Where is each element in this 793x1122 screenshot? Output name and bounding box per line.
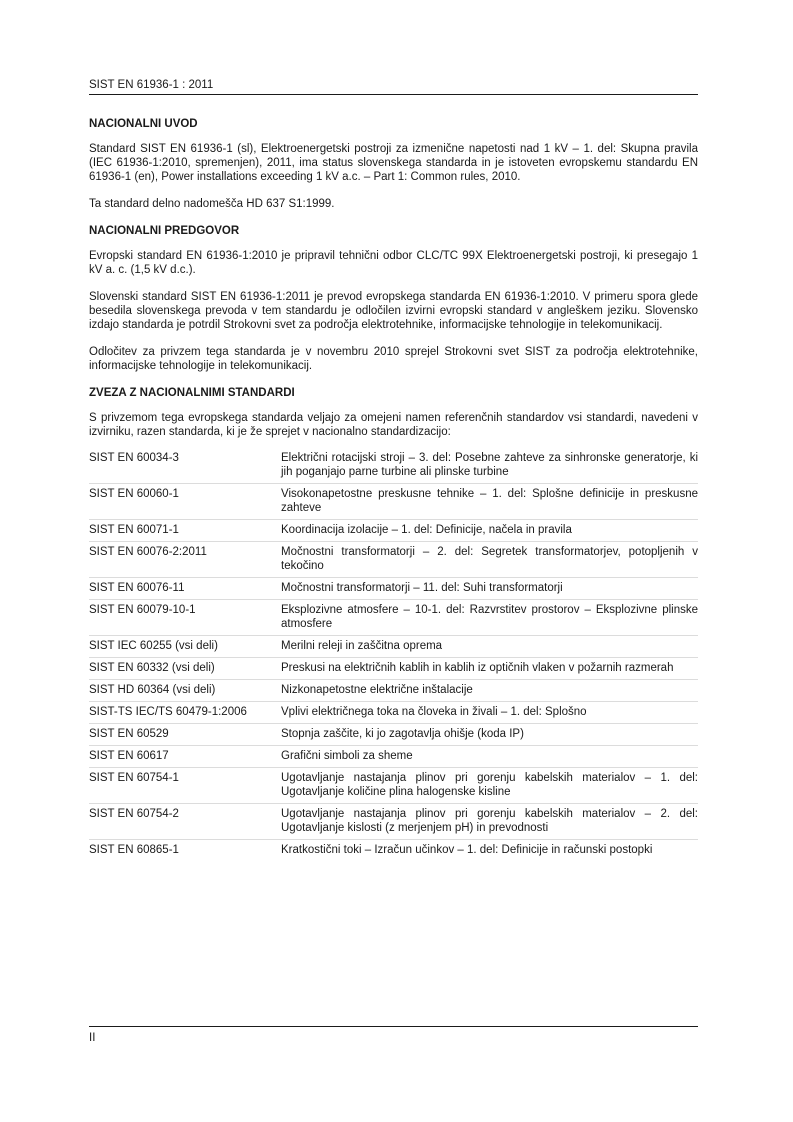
reference-code: SIST EN 60071-1	[89, 524, 179, 536]
paragraph: Odločitev za privzem tega standarda je v novembru 2010 sprejel Strokovni svet SIST za področja elektrotehnike, informacijske tehnologije in telekomunikacij.	[89, 346, 698, 372]
reference-code: SIST EN 60332 (vsi deli)	[89, 662, 215, 674]
reference-row	[89, 484, 698, 520]
document-body	[89, 108, 698, 861]
reference-title: Stopnja zaščite, ki jo zagotavlja ohišje (koda IP)	[281, 728, 524, 740]
reference-code: SIST EN 60076-2:2011	[89, 546, 207, 558]
reference-code: SIST EN 60754-1	[89, 772, 179, 784]
reference-row	[89, 724, 698, 746]
reference-row	[89, 448, 698, 484]
paragraph: Evropski standard EN 61936-1:2010 je pripravil tehnični odbor CLC/TC 99X Elektroenergetski postroji, ki presegajo 1 kV a. c. (1,5 kV d.c.).	[89, 250, 698, 276]
reference-row	[89, 520, 698, 542]
reference-standards-table	[89, 448, 698, 861]
reference-code: SIST EN 60060-1	[89, 488, 179, 500]
header-divider	[89, 94, 698, 95]
reference-code: SIST HD 60364 (vsi deli)	[89, 684, 216, 696]
reference-title: Preskusi na električnih kablih in kablih iz optičnih vlaken v požarnih razmerah	[281, 662, 674, 674]
reference-title: Grafični simboli za sheme	[281, 750, 413, 762]
reference-row	[89, 702, 698, 724]
reference-code: SIST IEC 60255 (vsi deli)	[89, 640, 218, 652]
reference-row	[89, 542, 698, 578]
reference-title: Koordinacija izolacije – 1. del: Definicije, načela in pravila	[281, 524, 572, 536]
reference-code: SIST EN 60076-11	[89, 582, 185, 594]
section-title-nacionalni-uvod: NACIONALNI UVOD	[89, 118, 198, 130]
reference-title: Električni rotacijski stroji – 3. del: Posebne zahteve za sinhronske generatorje, ki jih poganjajo parne turbine ali plinske turbine	[281, 452, 698, 478]
reference-row	[89, 636, 698, 658]
reference-row	[89, 840, 698, 861]
paragraph: Standard SIST EN 61936-1 (sl), Elektroenergetski postroji za izmenične napetosti nad 1 kV – 1. del: Skupna pravila (IEC 61936-1:2010, spremenjen), 2011, ima status slovenskega standarda in je istoveten evropskemu standardu EN 61936-1 (en), Power installations exceeding 1 kV a.c. – Part 1: Common rules, 2010.	[89, 143, 698, 183]
reference-title: Visokonapetostne preskusne tehnike – 1. del: Splošne definicije in preskusne zahteve	[281, 488, 698, 514]
paragraph: Ta standard delno nadomešča HD 637 S1:1999.	[89, 198, 335, 210]
paragraph: S privzemom tega evropskega standarda veljajo za omejeni namen referenčnih standardov vsi standardi, navedeni v izvirniku, razen standarda, ki je že sprejet v nacionalno standardizacijo:	[89, 412, 698, 438]
section-title-nacionalni-predgovor: NACIONALNI PREDGOVOR	[89, 225, 240, 237]
section-title-zveza: ZVEZA Z NACIONALNIMI STANDARDI	[89, 387, 295, 399]
reference-title: Merilni releji in zaščitna oprema	[281, 640, 443, 652]
page-header-standard-id: SIST EN 61936-1 : 2011	[89, 79, 214, 91]
reference-row	[89, 768, 698, 804]
reference-code: SIST EN 60754-2	[89, 808, 179, 820]
footer-divider	[89, 1026, 698, 1027]
reference-code: SIST EN 60079-10-1	[89, 604, 196, 616]
reference-row	[89, 804, 698, 840]
reference-code: SIST EN 60617	[89, 750, 169, 762]
page-number: II	[89, 1032, 96, 1044]
reference-title: Ugotavljanje nastajanja plinov pri gorenju kabelskih materialov – 1. del: Ugotavljanje količine plina halogenske kisline	[281, 772, 698, 798]
reference-title: Močnostni transformatorji – 2. del: Segretek transformatorjev, potopljenih v tekočino	[281, 546, 698, 572]
paragraph: Slovenski standard SIST EN 61936-1:2011 je prevod evropskega standarda EN 61936-1:2010. V primeru spora glede besedila slovenskega prevoda v tem standardu je odločilen izvirni evropski standard v angleškem jeziku. Slovensko izdajo standarda je potrdil Strokovni svet za področja elektrotehnike, informacijske tehnologije in telekomunikacij.	[89, 291, 698, 331]
reference-title: Nizkonapetostne električne inštalacije	[281, 684, 473, 696]
reference-code: SIST-TS IEC/TS 60479-1:2006	[89, 706, 247, 718]
reference-row	[89, 680, 698, 702]
reference-code: SIST EN 60865-1	[89, 844, 179, 856]
reference-row	[89, 658, 698, 680]
reference-code: SIST EN 60529	[89, 728, 169, 740]
reference-title: Močnostni transformatorji – 11. del: Suhi transformatorji	[281, 582, 563, 594]
reference-code: SIST EN 60034-3	[89, 452, 179, 464]
reference-row	[89, 600, 698, 636]
reference-title: Ugotavljanje nastajanja plinov pri gorenju kabelskih materialov – 2. del: Ugotavljanje kislosti (z merjenjem pH) in prevodnosti	[281, 808, 698, 834]
reference-row	[89, 578, 698, 600]
reference-title: Kratkostični toki – Izračun učinkov – 1. del: Definicije in računski postopki	[281, 844, 653, 856]
reference-title: Eksplozivne atmosfere – 10-1. del: Razvrstitev prostorov – Eksplozivne plinske atmosfere	[281, 604, 698, 630]
reference-title: Vplivi električnega toka na človeka in živali – 1. del: Splošno	[281, 706, 587, 718]
reference-row	[89, 746, 698, 768]
